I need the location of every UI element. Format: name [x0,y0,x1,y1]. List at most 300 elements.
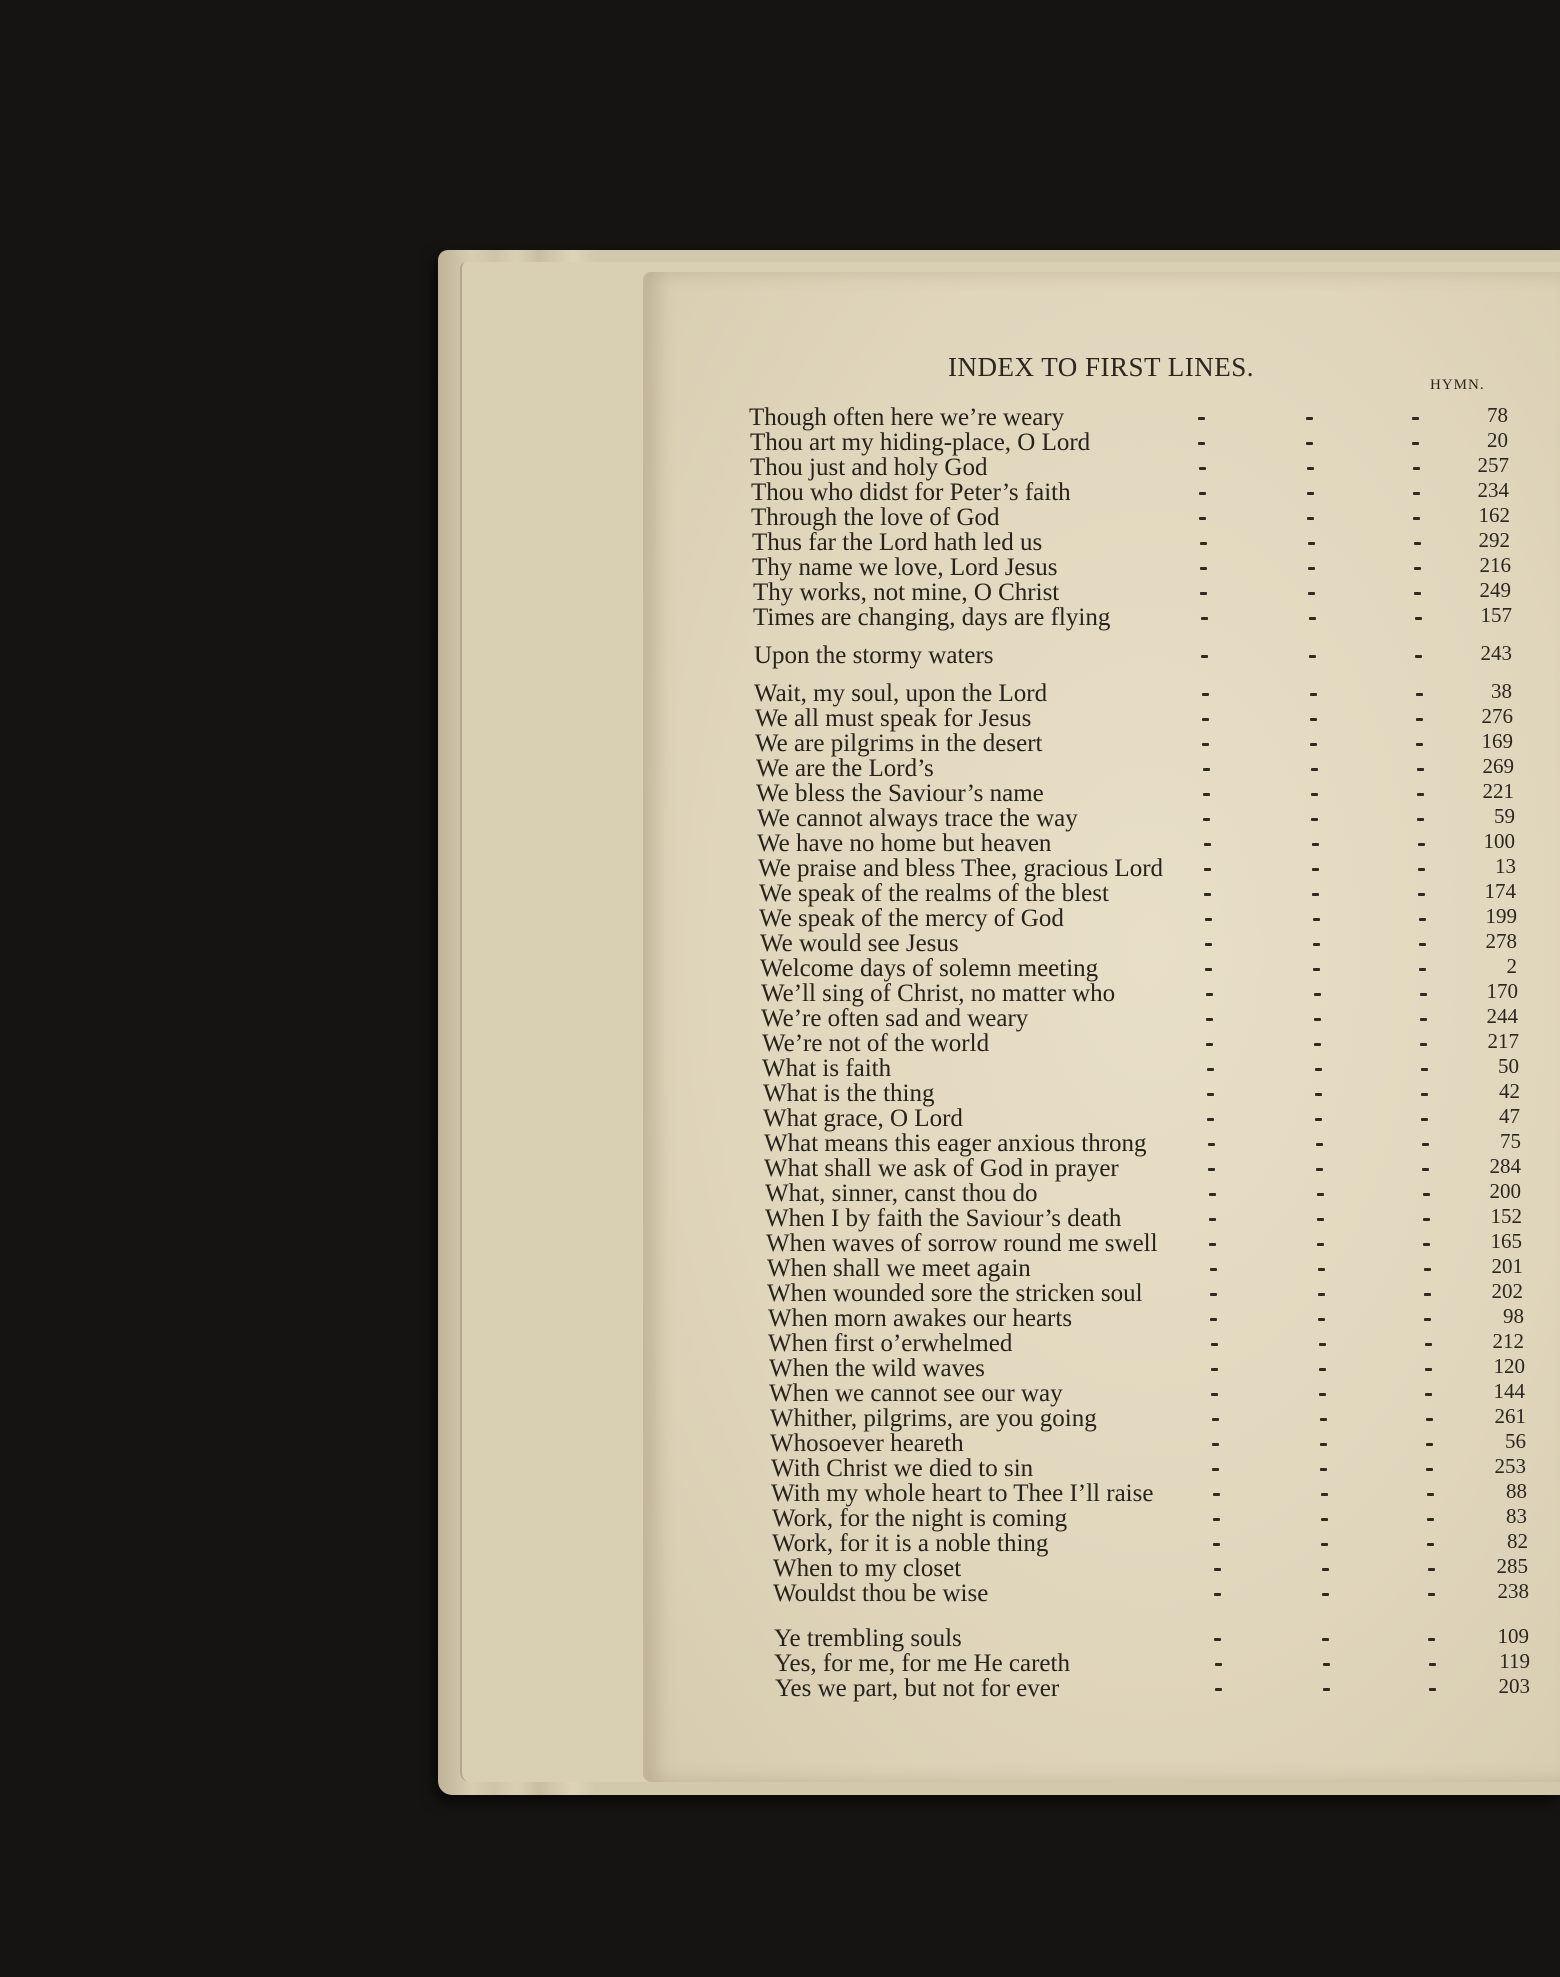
hymn-number: 174 [1484,879,1516,903]
leader-dash [1312,843,1319,846]
leader-dash [1323,1663,1330,1666]
leader-dash [1210,1293,1217,1296]
leader-dash [1198,442,1205,445]
index-entry [0,430,1560,456]
index-entry [0,1156,1560,1182]
first-line-text: Through the love of God [751,504,1000,531]
leader-dash [1414,542,1421,545]
first-line-text: When we cannot see our way [769,1380,1063,1407]
leader-dash [1313,968,1320,971]
first-line-text: Times are changing, days are flying [753,604,1111,631]
index-entry [0,781,1560,807]
leader-dash [1317,1218,1324,1221]
leader-dash [1203,818,1210,821]
hymn-number: 100 [1483,829,1515,853]
leader-dash [1207,1068,1214,1071]
index-entry [0,405,1560,431]
first-line-text: We are pilgrims in the desert [755,730,1043,757]
leader-dash [1314,1043,1321,1046]
first-line-text: Yes we part, but not for ever [775,1675,1060,1702]
first-line-text: Ye trembling souls [774,1625,962,1652]
first-line-text: We bless the Saviour’s name [756,780,1044,807]
hymn-number: 285 [1496,1554,1528,1578]
first-line-text: When shall we meet again [767,1255,1031,1282]
leader-dash [1200,592,1207,595]
first-line-text: Yes, for me, for me He careth [774,1650,1070,1677]
hymn-number: 238 [1497,1579,1529,1603]
first-line-text: We would see Jesus [760,930,959,957]
leader-dash [1308,542,1315,545]
first-line-text: Work, for the night is coming [772,1505,1068,1532]
index-entry [0,1181,1560,1207]
leader-dash [1413,517,1420,520]
leader-dash [1212,1468,1219,1471]
leader-dash [1426,1468,1433,1471]
first-line-text: What means this eager anxious throng [764,1130,1147,1157]
hymn-number: 244 [1486,1004,1518,1028]
leader-dash [1202,743,1209,746]
index-entry [0,1106,1560,1132]
leader-dash [1213,1493,1220,1496]
first-line-text: What, sinner, canst thou do [765,1180,1038,1207]
leader-dash [1308,567,1315,570]
leader-dash [1201,617,1208,620]
leader-dash [1315,1118,1322,1121]
leader-dash [1425,1343,1432,1346]
index-entry [0,706,1560,732]
leader-dash [1311,793,1318,796]
leader-dash [1311,768,1318,771]
leader-dash [1429,1663,1436,1666]
first-line-text: When wounded sore the stricken soul [767,1280,1143,1307]
leader-dash [1419,943,1426,946]
leader-dash [1209,1218,1216,1221]
index-entry [0,1381,1560,1407]
leader-dash [1203,768,1210,771]
index-entry [0,806,1560,832]
leader-dash [1310,693,1317,696]
leader-dash [1317,1243,1324,1246]
index-entry [0,1081,1560,1107]
first-line-text: Work, for it is a noble thing [772,1530,1049,1557]
leader-dash [1311,818,1318,821]
first-line-text: Whither, pilgrims, are you going [770,1405,1097,1432]
leader-dash [1310,718,1317,721]
hymn-number: 200 [1489,1179,1521,1203]
leader-dash [1321,1543,1328,1546]
index-entry [0,1006,1560,1032]
hymn-number: 269 [1482,754,1514,778]
index-entry [0,881,1560,907]
leader-dash [1212,1443,1219,1446]
leader-dash [1307,492,1314,495]
leader-dash [1312,868,1319,871]
first-line-text: What is faith [762,1055,892,1082]
first-line-text: We all must speak for Jesus [755,705,1032,732]
leader-dash [1314,1018,1321,1021]
hymn-number: 157 [1480,603,1512,627]
hymn-number: 249 [1479,578,1511,602]
leader-dash [1214,1638,1221,1641]
hymn-number: 38 [1491,679,1512,703]
leader-dash [1417,768,1424,771]
leader-dash [1415,655,1422,658]
first-line-text: Whosoever heareth [770,1430,964,1457]
hymn-number: 109 [1497,1624,1529,1648]
hymn-number: 169 [1481,729,1513,753]
leader-dash [1204,868,1211,871]
leader-dash [1419,918,1426,921]
leader-dash [1427,1518,1434,1521]
leader-dash [1413,492,1420,495]
leader-dash [1205,968,1212,971]
index-entry [0,1581,1560,1607]
leader-dash [1319,1368,1326,1371]
leader-dash [1207,1118,1214,1121]
leader-dash [1306,442,1313,445]
first-line-text: When the wild waves [769,1355,985,1382]
hymn-number: 119 [1499,1649,1530,1673]
leader-dash [1428,1593,1435,1596]
index-entry [0,931,1560,957]
first-line-text: Wouldst thou be wise [773,1580,989,1607]
leader-dash [1315,1068,1322,1071]
leader-dash [1322,1568,1329,1571]
leader-dash [1313,943,1320,946]
leader-dash [1199,467,1206,470]
leader-dash [1416,693,1423,696]
index-entry [0,1231,1560,1257]
index-entry [0,455,1560,481]
leader-dash [1320,1418,1327,1421]
leader-dash [1420,1018,1427,1021]
index-entry [0,1206,1560,1232]
leader-dash [1210,1268,1217,1271]
index-entry [0,1431,1560,1457]
hymn-column-label: HYMN. [1430,377,1485,393]
index-entry [0,530,1560,556]
leader-dash [1419,968,1426,971]
index-entry [0,643,1560,669]
hymn-number: 47 [1499,1104,1520,1128]
leader-dash [1207,1093,1214,1096]
leader-dash [1416,718,1423,721]
leader-dash [1320,1443,1327,1446]
leader-dash [1425,1368,1432,1371]
leader-dash [1316,1168,1323,1171]
leader-dash [1200,567,1207,570]
hymn-number: 202 [1491,1279,1523,1303]
leader-dash [1211,1393,1218,1396]
leader-dash [1425,1393,1432,1396]
leader-dash [1319,1343,1326,1346]
leader-dash [1420,1043,1427,1046]
leader-dash [1317,1193,1324,1196]
index-entry [0,580,1560,606]
first-line-text: Thus far the Lord hath led us [752,529,1043,556]
index-entry [0,1556,1560,1582]
leader-dash [1413,467,1420,470]
index-entry [0,831,1560,857]
hymn-number: 88 [1506,1479,1527,1503]
leader-dash [1209,1193,1216,1196]
leader-dash [1428,1638,1435,1641]
leader-dash [1199,517,1206,520]
leader-dash [1199,492,1206,495]
leader-dash [1213,1518,1220,1521]
leader-dash [1417,793,1424,796]
hymn-number: 59 [1494,804,1515,828]
first-line-text: We cannot always trace the way [757,805,1078,832]
hymn-number: 261 [1494,1404,1526,1428]
hymn-number: 292 [1478,528,1510,552]
leader-dash [1321,1518,1328,1521]
leader-dash [1424,1318,1431,1321]
leader-dash [1319,1393,1326,1396]
leader-dash [1202,718,1209,721]
index-entry [0,1306,1560,1332]
leader-dash [1315,1093,1322,1096]
leader-dash [1212,1418,1219,1421]
hymn-number: 243 [1480,641,1512,665]
leader-dash [1307,517,1314,520]
index-entry [0,1406,1560,1432]
hymn-number: 212 [1492,1329,1524,1353]
first-line-text: We’re not of the world [762,1030,990,1057]
hymn-number: 203 [1498,1674,1530,1698]
hymn-number: 56 [1505,1429,1526,1453]
leader-dash [1203,793,1210,796]
index-entry [0,1331,1560,1357]
index-entry [0,856,1560,882]
hymn-number: 221 [1482,779,1514,803]
leader-dash [1309,655,1316,658]
leader-dash [1414,567,1421,570]
first-line-text: When morn awakes our hearts [768,1305,1073,1332]
leader-dash [1428,1568,1435,1571]
leader-dash [1427,1493,1434,1496]
leader-dash [1418,893,1425,896]
leader-dash [1412,417,1419,420]
leader-dash [1206,1043,1213,1046]
leader-dash [1426,1418,1433,1421]
leader-dash [1418,843,1425,846]
leader-dash [1202,693,1209,696]
leader-dash [1422,1168,1429,1171]
hymn-number: 165 [1490,1229,1522,1253]
leader-dash [1415,617,1422,620]
leader-dash [1320,1468,1327,1471]
leader-dash [1210,1318,1217,1321]
leader-dash [1416,743,1423,746]
index-entry [0,1356,1560,1382]
leader-dash [1322,1593,1329,1596]
hymn-number: 83 [1506,1504,1527,1528]
leader-dash [1414,592,1421,595]
hymn-number: 78 [1487,403,1508,427]
leader-dash [1318,1318,1325,1321]
index-entry [0,1481,1560,1507]
leader-dash [1316,1143,1323,1146]
leader-dash [1211,1368,1218,1371]
index-entry [0,1531,1560,1557]
index-entry [0,1031,1560,1057]
leader-dash [1423,1243,1430,1246]
leader-dash [1314,993,1321,996]
first-line-text: We have no home but heaven [757,830,1052,857]
leader-dash [1213,1543,1220,1546]
first-line-text: Thy works, not mine, O Christ [753,579,1060,606]
first-line-text: Though often here we’re weary [749,404,1065,431]
hymn-number: 284 [1489,1154,1521,1178]
first-line-text: We speak of the realms of the blest [759,880,1109,907]
leader-dash [1198,417,1205,420]
index-entry [0,756,1560,782]
leader-dash [1318,1268,1325,1271]
leader-dash [1206,1018,1213,1021]
leader-dash [1200,542,1207,545]
leader-dash [1214,1593,1221,1596]
hymn-number: 170 [1486,979,1518,1003]
leader-dash [1206,993,1213,996]
hymn-number: 152 [1490,1204,1522,1228]
leader-dash [1306,417,1313,420]
leader-dash [1208,1143,1215,1146]
leader-dash [1313,918,1320,921]
leader-dash [1321,1493,1328,1496]
first-line-text: Thy name we love, Lord Jesus [752,554,1058,581]
leader-dash [1204,843,1211,846]
leader-dash [1426,1443,1433,1446]
hymn-number: 201 [1491,1254,1523,1278]
index-entry [0,681,1560,707]
hymn-number: 75 [1500,1129,1521,1153]
first-line-text: Thou just and holy God [750,454,988,481]
leader-dash [1215,1663,1222,1666]
index-entry [0,1676,1560,1702]
leader-dash [1421,1118,1428,1121]
index-entry [0,906,1560,932]
leader-dash [1423,1218,1430,1221]
index-entry [0,1131,1560,1157]
hymn-number: 217 [1487,1029,1519,1053]
hymn-number: 144 [1493,1379,1525,1403]
index-entry [0,555,1560,581]
index-entry [0,731,1560,757]
leader-dash [1214,1568,1221,1571]
hymn-number: 276 [1481,704,1513,728]
first-line-text: We praise and bless Thee, gracious Lord [758,855,1164,882]
leader-dash [1308,592,1315,595]
first-line-text: What is the thing [763,1080,935,1107]
first-line-text: Welcome days of solemn meeting [760,955,1099,982]
hymn-number: 2 [1506,954,1517,978]
first-line-text: When first o’erwhelmed [768,1330,1013,1357]
leader-dash [1208,1168,1215,1171]
leader-dash [1427,1543,1434,1546]
hymn-number: 199 [1485,904,1517,928]
index-entry [0,480,1560,506]
first-line-text: When waves of sorrow round me swell [766,1230,1158,1257]
first-line-text: We’ll sing of Christ, no matter who [761,980,1116,1007]
leader-dash [1318,1293,1325,1296]
leader-dash [1309,617,1316,620]
first-line-text: What shall we ask of God in prayer [764,1155,1119,1182]
page-title: INDEX TO FIRST LINES. [948,352,1255,382]
hymn-number: 82 [1507,1529,1528,1553]
index-entry [0,1256,1560,1282]
leader-dash [1215,1688,1222,1691]
index-entry [0,1456,1560,1482]
index-entry [0,1626,1560,1652]
hymn-number: 234 [1477,478,1509,502]
index-entry [0,1506,1560,1532]
leader-dash [1412,442,1419,445]
first-line-text: With Christ we died to sin [771,1455,1034,1482]
leader-dash [1204,893,1211,896]
index-entry [0,1056,1560,1082]
hymn-number: 120 [1493,1354,1525,1378]
leader-dash [1209,1243,1216,1246]
hymn-number: 20 [1487,428,1508,452]
hymn-number: 257 [1477,453,1509,477]
hymn-number: 42 [1499,1079,1520,1103]
hymn-number: 98 [1503,1304,1524,1328]
first-line-text: We speak of the mercy of God [759,905,1064,932]
index-entry [0,981,1560,1007]
leader-dash [1418,868,1425,871]
index-entry [0,956,1560,982]
leader-dash [1205,918,1212,921]
hymn-number: 278 [1485,929,1517,953]
leader-dash [1422,1143,1429,1146]
first-line-text: Thou who didst for Peter’s faith [751,479,1071,506]
leader-dash [1421,1068,1428,1071]
first-line-text: When to my closet [773,1555,962,1582]
first-line-text: What grace, O Lord [763,1105,963,1132]
first-line-text: We’re often sad and weary [761,1005,1029,1032]
leader-dash [1211,1343,1218,1346]
leader-dash [1424,1268,1431,1271]
first-line-text: With my whole heart to Thee I’ll raise [771,1480,1154,1507]
index-entry [0,605,1560,631]
hymn-number: 13 [1495,854,1516,878]
index-entry [0,1651,1560,1677]
leader-dash [1307,467,1314,470]
leader-dash [1417,818,1424,821]
first-line-text: Wait, my soul, upon the Lord [754,680,1048,707]
leader-dash [1201,655,1208,658]
leader-dash [1322,1638,1329,1641]
leader-dash [1421,1093,1428,1096]
first-line-text: When I by faith the Saviour’s death [765,1205,1122,1232]
first-line-text: Upon the stormy waters [754,642,994,669]
leader-dash [1310,743,1317,746]
leader-dash [1420,993,1427,996]
hymn-number: 50 [1498,1054,1519,1078]
leader-dash [1423,1193,1430,1196]
index-entry [0,505,1560,531]
leader-dash [1323,1688,1330,1691]
leader-dash [1205,943,1212,946]
first-line-text: We are the Lord’s [756,755,934,782]
first-line-text: Thou art my hiding-place, O Lord [750,429,1091,456]
leader-dash [1312,893,1319,896]
hymn-number: 162 [1478,503,1510,527]
leader-dash [1424,1293,1431,1296]
leader-dash [1429,1688,1436,1691]
hymn-number: 216 [1479,553,1511,577]
